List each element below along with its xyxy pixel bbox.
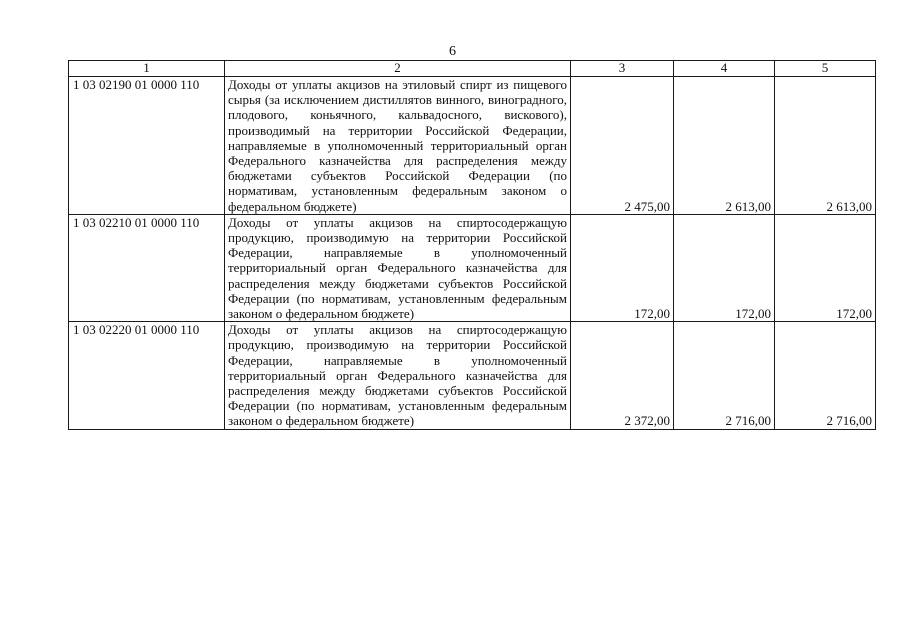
table-row	[69, 77, 876, 215]
budget-revenue-table	[68, 60, 876, 430]
budget-code: 1 03 02210 01 0000 110	[69, 214, 225, 321]
budget-code: 1 03 02190 01 0000 110	[69, 77, 225, 215]
amount-col5: 2 716,00	[775, 322, 876, 429]
table-row	[69, 214, 876, 321]
table-header-row	[69, 61, 876, 77]
amount-col4: 172,00	[674, 214, 775, 321]
column-header-2: 2	[225, 61, 571, 77]
budget-code: 1 03 02220 01 0000 110	[69, 322, 225, 429]
revenue-description: Доходы от уплаты акцизов на этиловый спирт из пищевого сырья (за исключением дистиллятов винного, виноградного, плодового, коньячного, кальвадосного, вискового), производимый на территории Российской Федерации, направляемые в уполномоченный территориальный орган Федерального казначейства для распределения между бюджетами субъектов Российской Федерации (по нормативам, установленным федеральным законом о федеральном бюджете)	[225, 77, 571, 215]
column-header-1: 1	[69, 61, 225, 77]
revenue-description: Доходы от уплаты акцизов на спиртосодержащую продукцию, производимую на территории Российской Федерации, направляемые в уполномоченный территориальный орган Федерального казначейства для распределения между бюджетами субъектов Российской Федерации (по нормативам, установленным федеральным законом о федеральном бюджете)	[225, 322, 571, 429]
amount-col4: 2 613,00	[674, 77, 775, 215]
page-number: 6	[449, 44, 456, 59]
column-header-5: 5	[775, 61, 876, 77]
table-row	[69, 322, 876, 429]
amount-col5: 2 613,00	[775, 77, 876, 215]
amount-col3: 172,00	[571, 214, 674, 321]
column-header-3: 3	[571, 61, 674, 77]
amount-col3: 2 372,00	[571, 322, 674, 429]
amount-col3: 2 475,00	[571, 77, 674, 215]
revenue-description: Доходы от уплаты акцизов на спиртосодержащую продукцию, производимую на территории Российской Федерации, направляемые в уполномоченный территориальный орган Федерального казначейства для распределения между бюджетами субъектов Российской Федерации (по нормативам, установленным федеральным законом о федеральном бюджете)	[225, 214, 571, 321]
amount-col5: 172,00	[775, 214, 876, 321]
amount-col4: 2 716,00	[674, 322, 775, 429]
column-header-4: 4	[674, 61, 775, 77]
